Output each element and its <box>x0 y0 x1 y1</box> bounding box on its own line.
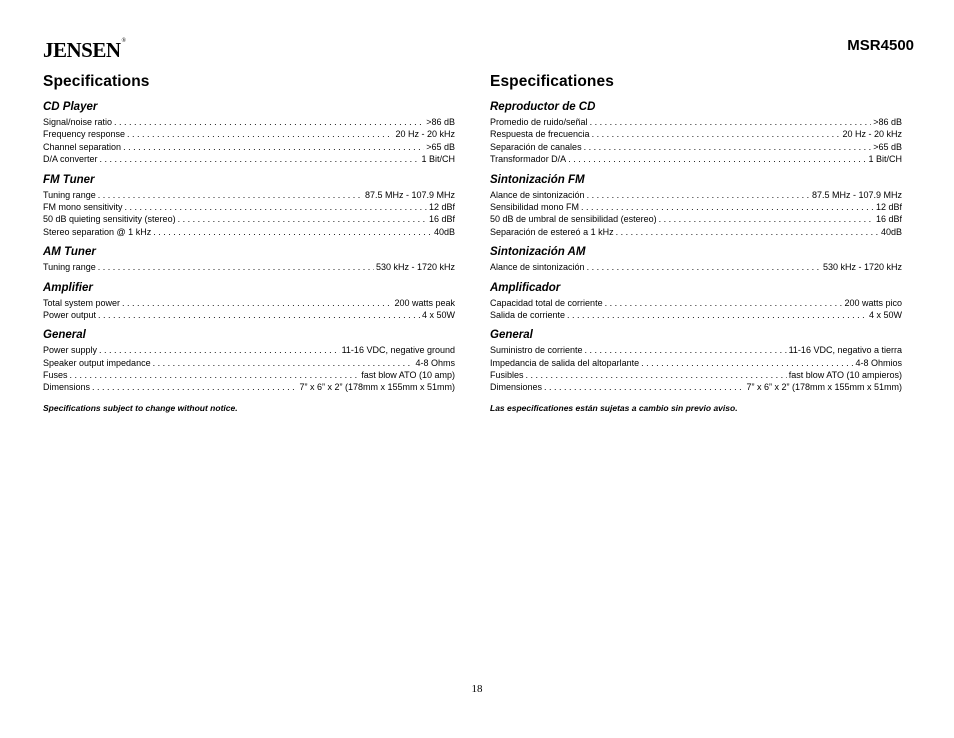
section-title: Sintonización FM <box>490 173 585 186</box>
spec-row <box>43 309 455 321</box>
spec-row <box>490 309 902 321</box>
dot-leader <box>114 116 424 128</box>
dot-leader <box>153 357 414 369</box>
spec-label: Speaker output impedance <box>43 357 151 368</box>
section-cd-player <box>43 99 455 166</box>
spec-value: >65 dB <box>873 141 902 152</box>
spec-label: Power output <box>43 309 97 320</box>
spec-value: 200 watts peak <box>394 297 455 308</box>
spec-label: Separación de canales <box>490 141 582 152</box>
dot-leader <box>127 128 393 140</box>
spec-label: Dimensiones <box>490 382 543 393</box>
section-amplifier <box>43 280 455 322</box>
section-title: FM Tuner <box>43 173 95 186</box>
spec-value: 1 Bit/CH <box>868 154 902 165</box>
spec-row <box>490 189 902 201</box>
section-title: AM Tuner <box>43 246 96 259</box>
spec-row <box>43 116 455 128</box>
section-general-es <box>490 327 902 394</box>
dot-leader <box>659 213 874 225</box>
dot-leader <box>122 297 392 309</box>
dot-leader <box>99 344 340 356</box>
section-am-tuner <box>43 244 455 273</box>
dot-leader <box>592 128 841 140</box>
spec-value: fast blow ATO (10 amp) <box>361 370 455 381</box>
spec-row <box>43 369 455 381</box>
spec-label: Alance de sintonización <box>490 262 585 273</box>
spec-label: Fuses <box>43 370 68 381</box>
spec-label: D/A converter <box>43 154 98 165</box>
spec-label: 50 dB de umbral de sensibilidad (estereo) <box>490 214 657 225</box>
column-title: Specifications <box>43 73 150 90</box>
section-title: Sintonización AM <box>490 246 586 259</box>
spec-row <box>490 357 902 369</box>
section-reproductor-cd <box>490 99 902 166</box>
spec-row <box>490 116 902 128</box>
spec-row <box>490 369 902 381</box>
disclaimer-note: Las especificationes están sujetas a cambio sin previo aviso. <box>490 402 738 413</box>
spec-value: 87.5 MHz - 107.9 MHz <box>811 189 902 200</box>
spec-label: Signal/noise ratio <box>43 117 113 127</box>
dot-leader <box>585 344 787 356</box>
spec-row <box>43 357 455 369</box>
spec-row <box>43 201 455 213</box>
spec-row <box>43 297 455 309</box>
section-title: General <box>490 329 533 342</box>
spec-value: 40dB <box>880 226 902 237</box>
section-general <box>43 327 455 394</box>
section-title: Amplificador <box>490 281 561 294</box>
column-title: Especificationes <box>490 73 614 90</box>
spec-row <box>490 201 902 213</box>
jensen-logo <box>43 38 126 63</box>
spec-row <box>43 261 455 273</box>
spec-value: 87.5 MHz - 107.9 MHz <box>364 189 455 200</box>
spec-value: 11-16 VDC, negativo a tierra <box>788 345 902 356</box>
spec-row <box>490 141 902 153</box>
model-number: MSR4500 <box>847 37 914 54</box>
spec-row <box>43 189 455 201</box>
section-title: General <box>43 329 86 342</box>
dot-leader <box>641 357 853 369</box>
spec-row <box>43 381 455 393</box>
dot-leader <box>70 369 360 381</box>
spec-value: 12 dBf <box>428 201 455 212</box>
spec-label: Total system power <box>43 297 121 308</box>
spec-row <box>490 153 902 165</box>
spec-label: Promedio de ruido/señal <box>490 117 588 127</box>
spec-row <box>490 128 902 140</box>
brand-name: JENSEN <box>43 38 121 62</box>
page-number: 18 <box>471 683 483 695</box>
specifications-column-spanish <box>490 73 902 413</box>
section-amplificador <box>490 280 902 322</box>
spec-row <box>43 213 455 225</box>
spec-value: 4-8 Ohms <box>415 357 455 368</box>
section-sintonizacion-am <box>490 244 902 273</box>
spec-value: 4 x 50W <box>421 309 455 320</box>
spec-label: Power supply <box>43 345 98 356</box>
spec-row <box>43 128 455 140</box>
dot-leader <box>587 261 821 273</box>
spec-label: Frequency response <box>43 129 126 140</box>
spec-label: Channel separation <box>43 141 122 152</box>
spec-row <box>490 297 902 309</box>
registered-mark: ® <box>121 38 126 44</box>
dot-leader <box>123 141 424 153</box>
spec-row <box>43 153 455 165</box>
section-title: Amplifier <box>43 281 93 294</box>
section-fm-tuner <box>43 172 455 239</box>
spec-label: FM mono sensitivity <box>43 201 123 212</box>
dot-leader <box>125 201 427 213</box>
dot-leader <box>544 381 744 393</box>
spec-row <box>43 226 455 238</box>
dot-leader <box>568 153 866 165</box>
spec-label: Respuesta de frecuencia <box>490 129 590 140</box>
dot-leader <box>153 226 432 238</box>
spec-row <box>490 344 902 356</box>
section-title: CD Player <box>43 101 98 113</box>
spec-label: Sensibilidad mono FM <box>490 201 580 212</box>
spec-value: 11-16 VDC, negative ground <box>341 345 455 356</box>
spec-row <box>43 344 455 356</box>
spec-row <box>490 213 902 225</box>
spec-label: Salida de corriente <box>490 309 566 320</box>
dot-leader <box>605 297 843 309</box>
dot-leader <box>567 309 867 321</box>
spec-label: Stereo separation @ 1 kHz <box>43 226 152 237</box>
spec-row <box>490 381 902 393</box>
spec-row <box>43 141 455 153</box>
spec-row <box>490 261 902 273</box>
spec-value: 16 dBf <box>875 214 902 225</box>
dot-leader <box>100 153 420 165</box>
disclaimer-note: Specifications subject to change without notice. <box>43 402 238 413</box>
spec-label: Separación de estereó a 1 kHz <box>490 226 614 237</box>
spec-value: 20 Hz - 20 kHz <box>842 129 902 140</box>
spec-label: Fusibles <box>490 370 524 381</box>
spec-row <box>490 226 902 238</box>
dot-leader <box>98 309 420 321</box>
dot-leader <box>587 189 810 201</box>
spec-label: Dimensions <box>43 382 91 393</box>
dot-leader <box>590 116 872 128</box>
spec-value: 530 kHz - 1720 kHz <box>375 262 455 273</box>
spec-value: 7” x 6” x 2” (178mm x 155mm x 51mm) <box>746 382 902 393</box>
spec-value: 16 dBf <box>428 214 455 225</box>
spec-label: 50 dB quieting sensitivity (stereo) <box>43 214 176 225</box>
spec-value: >65 dB <box>426 141 455 152</box>
spec-value: >86 dB <box>426 117 455 127</box>
dot-leader <box>581 201 874 213</box>
spec-value: 530 kHz - 1720 kHz <box>822 262 902 273</box>
spec-value: fast blow ATO (10 ampieros) <box>788 370 902 381</box>
spec-value: >86 dB <box>873 117 902 127</box>
spec-value: 4-8 Ohmios <box>855 357 902 368</box>
specifications-column-english <box>43 73 455 413</box>
spec-value: 40dB <box>433 226 455 237</box>
spec-value: 12 dBf <box>875 201 902 212</box>
dot-leader <box>98 261 374 273</box>
spec-value: 7” x 6” x 2” (178mm x 155mm x 51mm) <box>299 382 455 393</box>
spec-value: 1 Bit/CH <box>421 154 455 165</box>
dot-leader <box>98 189 363 201</box>
dot-leader <box>526 369 787 381</box>
dot-leader <box>92 381 297 393</box>
dot-leader <box>616 226 879 238</box>
dot-leader <box>584 141 872 153</box>
spec-label: Capacidad total de corriente <box>490 297 603 308</box>
spec-label: Alance de sintonización <box>490 189 585 200</box>
dot-leader <box>178 213 427 225</box>
spec-label: Transformador D/A <box>490 154 567 165</box>
section-title: Reproductor de CD <box>490 101 596 113</box>
spec-value: 200 watts pico <box>844 297 902 308</box>
spec-value: 4 x 50W <box>868 309 902 320</box>
spec-label: Impedancia de salida del altoparlante <box>490 357 640 368</box>
spec-label: Suministro de corriente <box>490 345 583 356</box>
spec-label: Tuning range <box>43 262 96 273</box>
spec-label: Tuning range <box>43 189 96 200</box>
section-sintonizacion-fm <box>490 172 902 239</box>
spec-value: 20 Hz - 20 kHz <box>395 129 455 140</box>
